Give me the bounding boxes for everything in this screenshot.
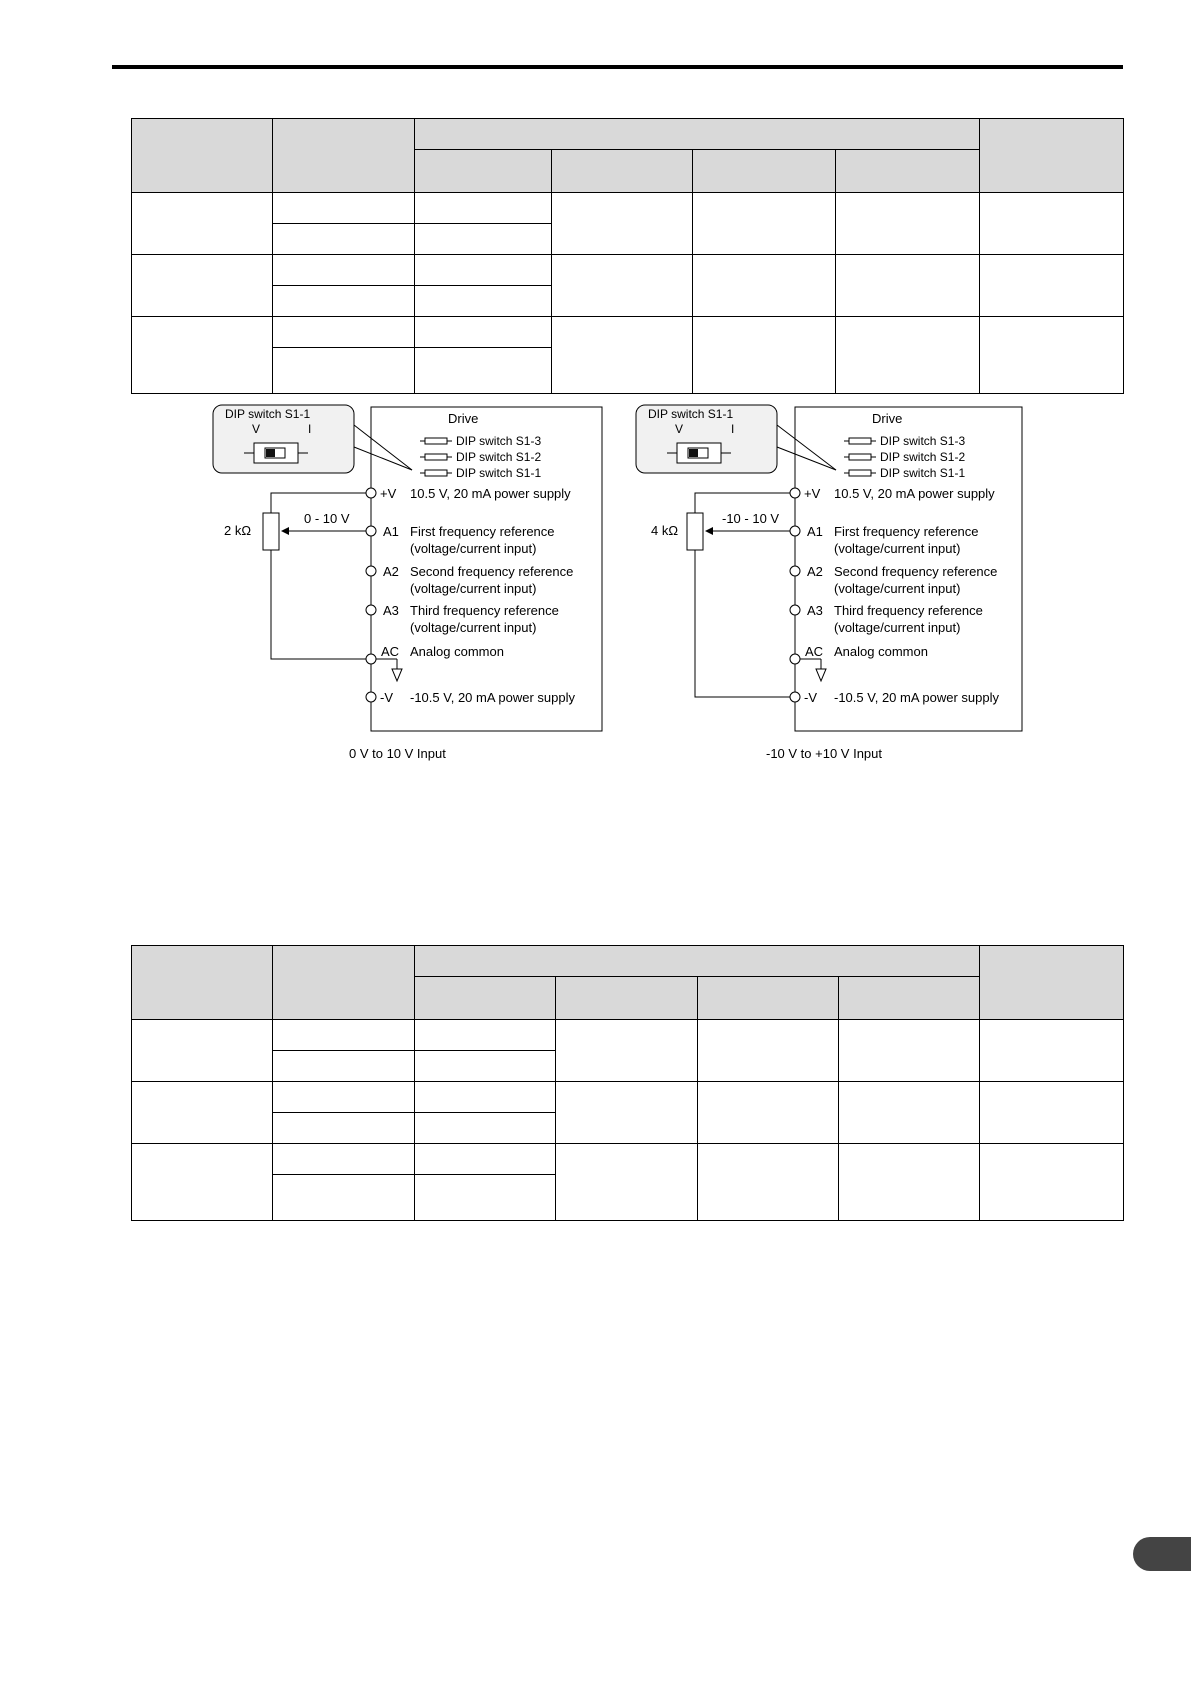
resistor-label: 2 kΩ — [224, 523, 252, 538]
terminal-desc: Third frequency reference — [834, 603, 983, 618]
terminal-name: +V — [804, 486, 821, 501]
terminal-desc: First frequency reference — [410, 524, 555, 539]
table-cell — [273, 1144, 415, 1175]
table2-subheader-4 — [839, 977, 980, 1020]
chapter-tab-marker — [1133, 1537, 1191, 1571]
dip-switch-s1-1-label: DIP switch S1-1 — [880, 466, 966, 480]
resistor-label: 4 kΩ — [651, 523, 679, 538]
table-cell — [415, 1144, 556, 1175]
potentiometer — [263, 513, 279, 550]
table-cell — [556, 1082, 698, 1144]
dip-v-label: V — [675, 422, 684, 436]
signal-label: 0 - 10 V — [304, 511, 350, 526]
table-cell — [415, 1082, 556, 1113]
terminal-desc: Third frequency reference — [410, 603, 559, 618]
terminal-desc: Second frequency reference — [410, 564, 574, 579]
table-cell — [839, 1020, 980, 1082]
table2-header-col7 — [980, 946, 1124, 1020]
dip-switch-s1-1-label: DIP switch S1-1 — [456, 466, 542, 480]
table-cell — [415, 1175, 556, 1221]
terminal-name: A2 — [383, 564, 399, 579]
dip-callout-label: DIP switch S1-1 — [648, 407, 734, 421]
terminal-desc: First frequency reference — [834, 524, 979, 539]
terminal-desc-2: (voltage/current input) — [410, 541, 537, 556]
diagram-left — [213, 405, 602, 761]
terminal-desc: 10.5 V, 20 mA power supply — [410, 486, 571, 501]
terminal-name: -V — [380, 690, 393, 705]
terminal-name: A3 — [383, 603, 399, 618]
dip-switch-knob — [266, 449, 275, 457]
terminal-desc: Analog common — [410, 644, 504, 659]
table-cell — [556, 1020, 698, 1082]
diagram-right — [636, 405, 1022, 761]
table-cell — [273, 1082, 415, 1113]
terminal-name: AC — [805, 644, 824, 659]
terminal-name: +V — [380, 486, 397, 501]
terminal-settings-table-2 — [131, 945, 1124, 1221]
table-cell — [132, 1020, 273, 1082]
table2-subheader-2 — [556, 977, 698, 1020]
dip-switch-s1-3-label: DIP switch S1-3 — [456, 434, 542, 448]
table-cell — [698, 1082, 839, 1144]
table-cell — [132, 1144, 273, 1221]
table-cell — [273, 1020, 415, 1051]
potentiometer — [687, 513, 703, 550]
dip-callout-label: DIP switch S1-1 — [225, 407, 311, 421]
table-cell — [273, 1175, 415, 1221]
wiring-diagrams — [0, 0, 1191, 780]
dip-switch-knob — [689, 449, 698, 457]
terminal-desc: Analog common — [834, 644, 928, 659]
terminal-desc-2: (voltage/current input) — [410, 581, 537, 596]
table2-header-group — [415, 946, 980, 977]
dip-switch-s1-3-label: DIP switch S1-3 — [880, 434, 966, 448]
table-cell — [415, 1020, 556, 1051]
table2-header-col2 — [273, 946, 415, 1020]
terminal-name: -V — [804, 690, 817, 705]
table2-subheader-3 — [698, 977, 839, 1020]
terminal-name: A3 — [807, 603, 823, 618]
terminal-desc-2: (voltage/current input) — [834, 581, 961, 596]
terminal-name: A1 — [383, 524, 399, 539]
terminal-name: A2 — [807, 564, 823, 579]
diagram-caption: -10 V to +10 V Input — [766, 746, 882, 761]
terminal-desc-2: (voltage/current input) — [410, 620, 537, 635]
dip-i-label: I — [731, 422, 735, 436]
table-cell — [839, 1144, 980, 1221]
drive-label: Drive — [448, 411, 479, 426]
table-cell — [273, 1113, 415, 1144]
terminal-desc-2: (voltage/current input) — [834, 620, 961, 635]
dip-switch-list — [420, 434, 541, 480]
dip-i-label: I — [308, 422, 312, 436]
table-cell — [273, 1051, 415, 1082]
terminal-desc: 10.5 V, 20 mA power supply — [834, 486, 995, 501]
table-cell — [415, 1051, 556, 1082]
terminal-desc: Second frequency reference — [834, 564, 998, 579]
table-cell — [839, 1082, 980, 1144]
dip-switch-s1-2-label: DIP switch S1-2 — [456, 450, 542, 464]
terminal-name: AC — [381, 644, 400, 659]
terminal-desc: -10.5 V, 20 mA power supply — [834, 690, 1000, 705]
table-cell — [415, 1113, 556, 1144]
terminal-name: A1 — [807, 524, 823, 539]
table2-header-col1 — [132, 946, 273, 1020]
ground-icon — [816, 669, 826, 681]
terminal-desc-2: (voltage/current input) — [834, 541, 961, 556]
terminal-desc: -10.5 V, 20 mA power supply — [410, 690, 576, 705]
signal-label: -10 - 10 V — [722, 511, 780, 526]
table-cell — [980, 1020, 1124, 1082]
dip-switch-s1-2-label: DIP switch S1-2 — [880, 450, 966, 464]
ground-icon — [392, 669, 402, 681]
dip-switch-list — [844, 434, 965, 480]
drive-label: Drive — [872, 411, 903, 426]
dip-v-label: V — [252, 422, 261, 436]
table-cell — [980, 1144, 1124, 1221]
diagram-caption: 0 V to 10 V Input — [349, 746, 446, 761]
table-cell — [132, 1082, 273, 1144]
table2-subheader-1 — [415, 977, 556, 1020]
table-cell — [698, 1020, 839, 1082]
table-cell — [980, 1082, 1124, 1144]
table-cell — [698, 1144, 839, 1221]
table-cell — [556, 1144, 698, 1221]
